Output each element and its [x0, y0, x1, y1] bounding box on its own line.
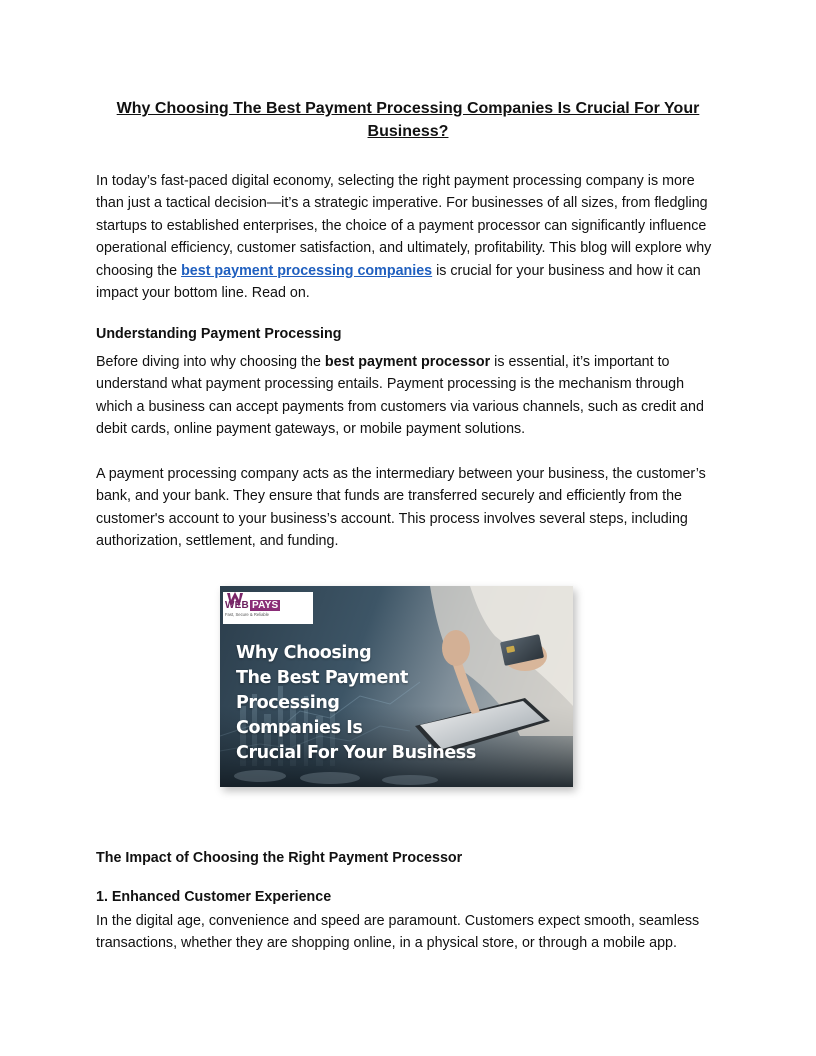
webpays-w-icon: [227, 592, 243, 608]
title-line-2: Business?: [367, 123, 449, 140]
logo-web: WEB: [225, 599, 249, 611]
section1-paragraph-1: [96, 351, 724, 441]
section1-p1-before: Before diving into why choosing the: [96, 354, 325, 370]
subheading-enhanced-customer-experience: 1. Enhanced Customer Experience: [96, 889, 332, 905]
logo-tagline: Fast, Secure & Reliable: [225, 611, 269, 617]
document-title: [96, 97, 720, 143]
section1-p1-after: is essential, it’s important to understand what payment processing entails. Payment processing is the mechanism through which a business can accept payments from customers via various channels, such as credit and debit cards, online payment gateways, or mobile payment solutions.: [96, 354, 704, 438]
hero-image: [220, 586, 573, 787]
hero-headline-line-3: Processing: [236, 693, 340, 713]
best-payment-processor-bold: best payment processor: [324, 354, 491, 370]
section-heading-impact: The Impact of Choosing the Right Payment Processor: [96, 850, 463, 866]
logo-pays: PAYS: [251, 599, 279, 611]
intro-paragraph: [96, 170, 724, 304]
hero-headline-line-1: Why Choosing: [236, 643, 372, 663]
hero-headline: [236, 641, 496, 766]
hero-headline-line-4: Companies Is: [236, 718, 363, 738]
section1-paragraph-2: A payment processing company acts as the intermediary between your business, the customer’s bank, and your bank. They ensure that funds are transferred securely and efficiently from the customer's account to your business’s account. This process involves several steps, including authorization, settlement, and funding.: [96, 466, 706, 550]
hero-headline-line-2: The Best Payment: [236, 668, 409, 688]
best-payment-processing-companies-link[interactable]: best payment processing companies: [181, 262, 433, 279]
webpays-logo: [223, 592, 313, 624]
section2-paragraph-1: In the digital age, convenience and speed are paramount. Customers expect smooth, seamless transactions, whether they are shopping online, in a physical store, or through a mobile app.: [96, 913, 700, 952]
intro-text-before-link: In today’s fast-paced digital economy, selecting the right payment processing company is more than just a tactical decision—it’s a strategic imperative. For businesses of all sizes, from fledgling startups to established enterprises, the choice of a payment processor can significantly influence operational efficiency, customer satisfaction, and ultimately, profitability. This blog will explore why choosing the: [96, 173, 712, 279]
intro-text-after-link: is crucial for your business and how it can impact your bottom line. Read on.: [96, 262, 701, 302]
title-line-1: Why Choosing The Best Payment Processing Companies Is Crucial For Your: [116, 100, 700, 117]
section-heading-understanding: Understanding Payment Processing: [96, 326, 342, 342]
hero-headline-line-5: Crucial For Your Business: [236, 743, 476, 763]
